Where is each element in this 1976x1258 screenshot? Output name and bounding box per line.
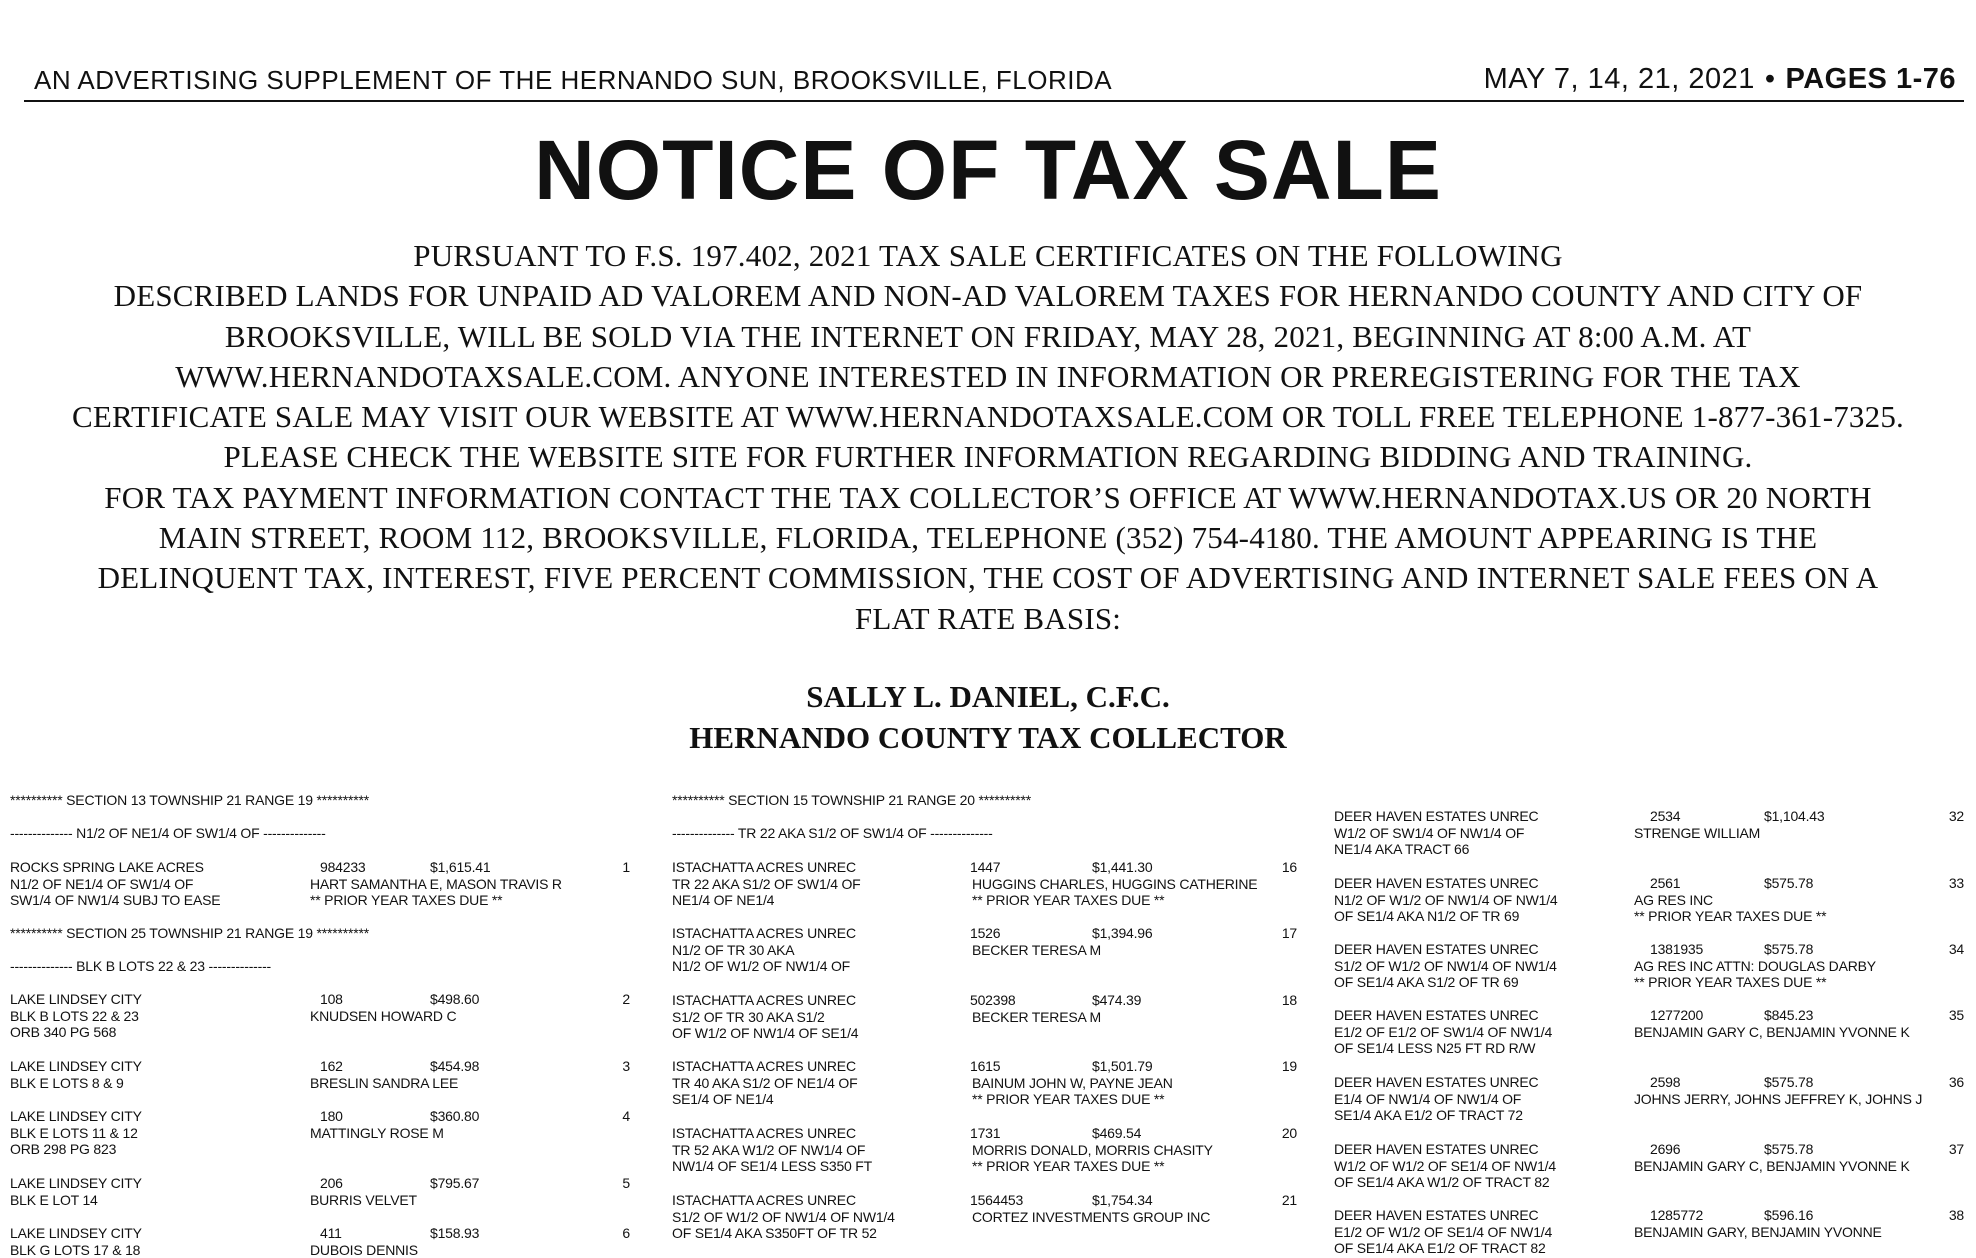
owner-info [1634,1024,1910,1041]
description-line: NE1/4 OF NE1/4 [672,892,775,909]
description-line: DEER HAVEN ESTATES UNREC [1334,1207,1539,1223]
parcel-description [672,859,861,909]
owner-name: AG RES INC ATTN: DOUGLAS DARBY [1634,957,1876,974]
description-line: LAKE LINDSEY CITY [10,1058,142,1074]
amount-due: $575.78 [1764,875,1814,891]
description-line: N1/2 OF NE1/4 OF SW1/4 OF [10,875,194,892]
certificate-number: 2561 [1650,875,1681,891]
certificate-number: 206 [320,1175,343,1191]
prior-taxes-note: ** PRIOR YEAR TAXES DUE ** [972,892,1165,909]
supplement-label: AN ADVERTISING SUPPLEMENT OF THE HERNANDO SUN, BROOKSVILLE, FLORIDA [34,65,1113,95]
notice-line: BROOKSVILLE, WILL BE SOLD VIA THE INTERNET ON FRIDAY, MAY 28, 2021, BEGINNING AT 8:00 A.M. AT [224,318,1752,354]
description-line: W1/2 OF SW1/4 OF NW1/4 OF [1334,824,1525,841]
parcel-description [672,1058,857,1108]
item-number: 3 [622,1058,630,1074]
subdivision-header: -------------- N1/2 OF NE1/4 OF SW1/4 OF -------------- [10,825,326,841]
description-line: SE1/4 AKA E1/2 OF TRACT 72 [1334,1107,1523,1124]
certificate-number: 162 [320,1058,343,1074]
description-line: DEER HAVEN ESTATES UNREC [1334,808,1539,824]
amount-due: $575.78 [1764,1141,1814,1157]
description-line: BLK E LOTS 8 & 9 [10,1074,124,1091]
owner-info [1634,1091,1922,1108]
description-line: S1/2 OF W1/2 OF NW1/4 OF NW1/4 [1334,957,1557,974]
amount-due: $1,754.34 [1092,1192,1153,1208]
certificate-number: 1615 [970,1058,1001,1074]
description-line: LAKE LINDSEY CITY [10,1108,142,1124]
parcel-description [1334,808,1538,858]
prior-taxes-note: ** PRIOR YEAR TAXES DUE ** [310,892,503,909]
item-number: 20 [1281,1125,1297,1141]
description-line: ORB 340 PG 568 [10,1024,117,1041]
notice-line: MAIN STREET, ROOM 112, BROOKSVILLE, FLORIDA, TELEPHONE (352) 754-4180. THE AMOUNT APPEARING IS THE [158,520,1818,556]
certificate-number: 1564453 [970,1192,1024,1208]
parcel-description [1334,941,1557,991]
description-line: W1/2 OF W1/2 OF SE1/4 OF NW1/4 [1334,1157,1556,1174]
prior-taxes-note: ** PRIOR YEAR TAXES DUE ** [1634,908,1827,925]
certificate-number: 1526 [970,925,1001,941]
description-line: N1/2 OF W1/2 OF NW1/4 OF [672,958,851,975]
issue-dates: MAY 7, 14, 21, 2021 [1483,63,1755,95]
parcel-description [10,1108,142,1158]
collector-name: SALLY L. DANIEL, C.F.C. [806,679,1170,714]
owner-name: BENJAMIN GARY, BENJAMIN YVONNE [1634,1223,1882,1240]
certificate-number: 502398 [970,992,1016,1008]
certificate-number: 2534 [1650,808,1681,824]
parcel-description [1334,1207,1552,1257]
owner-info [310,876,562,909]
certificate-number: 984233 [320,859,366,875]
description-line: E1/4 OF NW1/4 OF NW1/4 OF [1334,1090,1522,1107]
amount-due: $845.23 [1764,1007,1814,1023]
notice-line: PLEASE CHECK THE WEBSITE SITE FOR FURTHER INFORMATION REGARDING BIDDING AND TRAINING. [223,439,1753,475]
owner-name: BECKER TERESA M [972,1008,1102,1025]
amount-due: $454.98 [430,1058,480,1074]
certificate-number: 1381935 [1650,941,1704,957]
parcel-description [10,859,220,909]
description-line: ROCKS SPRING LAKE ACRES [10,859,204,875]
description-line: ISTACHATTA ACRES UNREC [672,1125,856,1141]
parcel-description [1334,875,1557,925]
owner-name: HUGGINS CHARLES, HUGGINS CATHERINE [972,875,1258,892]
owner-name: BURRIS VELVET [310,1191,417,1208]
description-line: E1/2 OF W1/2 OF SE1/4 OF NW1/4 [1334,1223,1553,1240]
owner-name: BRESLIN SANDRA LEE [310,1074,459,1091]
owner-info [310,1075,458,1092]
item-number: 2 [622,991,630,1007]
description-line: TR 52 AKA W1/2 OF NW1/4 OF [672,1141,866,1158]
amount-due: $158.93 [430,1225,480,1241]
notice-line: DELINQUENT TAX, INTEREST, FIVE PERCENT COMMISSION, THE COST OF ADVERTISING AND INTERNET SALE FEES ON A [97,560,1879,596]
description-line: ISTACHATTA ACRES UNREC [672,925,856,941]
subdivision-header: -------------- TR 22 AKA S1/2 OF SW1/4 OF -------------- [672,825,993,841]
item-number: 37 [1948,1141,1964,1157]
parcel-description [10,991,142,1041]
amount-due: $474.39 [1092,992,1142,1008]
item-number: 17 [1281,925,1297,941]
section-header: ********** SECTION 15 TOWNSHIP 21 RANGE 20 ********** [672,792,1032,808]
parcel-description [10,1058,142,1091]
parcel-description [1334,1074,1538,1124]
description-line: DEER HAVEN ESTATES UNREC [1334,875,1539,891]
description-line: OF SE1/4 AKA W1/2 OF TRACT 82 [1334,1174,1550,1191]
notice-line: FOR TAX PAYMENT INFORMATION CONTACT THE TAX COLLECTOR’S OFFICE AT WWW.HERNANDOTAX.US OR 20 NORTH [104,479,1872,515]
item-number: 33 [1948,875,1964,891]
description-line: NW1/4 OF SE1/4 LESS S350 FT [672,1158,873,1175]
parcel-description [672,925,856,975]
description-line: N1/2 OF W1/2 OF NW1/4 OF NW1/4 [1334,891,1558,908]
owner-name: JOHNS JERRY, JOHNS JEFFREY K, JOHNS J [1634,1090,1923,1107]
notice-line: WWW.HERNANDOTAXSALE.COM. ANYONE INTERESTED IN INFORMATION OR PREREGISTERING FOR THE TAX [175,358,1801,394]
listing-column-3 [1334,808,1966,1257]
item-number: 34 [1948,941,1964,957]
owner-info [310,1192,417,1209]
description-line: OF SE1/4 AKA S1/2 OF TR 69 [1334,974,1519,991]
listing-column-1 [10,792,640,1257]
description-line: ISTACHATTA ACRES UNREC [672,992,856,1008]
description-line: S1/2 OF TR 30 AKA S1/2 [672,1008,825,1025]
certificate-number: 1731 [970,1125,1001,1141]
description-line: DEER HAVEN ESTATES UNREC [1334,1141,1539,1157]
item-number: 35 [1948,1007,1964,1023]
description-line: ISTACHATTA ACRES UNREC [672,1192,856,1208]
amount-due: $360.80 [430,1108,480,1124]
amount-due: $596.16 [1764,1207,1814,1223]
amount-due: $469.54 [1092,1125,1142,1141]
description-line: LAKE LINDSEY CITY [10,991,142,1007]
certificate-number: 411 [320,1225,342,1241]
certificate-number: 1285772 [1650,1207,1704,1223]
description-line: LAKE LINDSEY CITY [10,1225,142,1241]
notice-line: FLAT RATE BASIS: [854,600,1122,636]
bullet-separator: • [1764,63,1776,95]
collector-office: HERNANDO COUNTY TAX COLLECTOR [689,720,1287,755]
prior-taxes-note: ** PRIOR YEAR TAXES DUE ** [972,1158,1165,1175]
amount-due: $575.78 [1764,941,1814,957]
description-line: TR 40 AKA S1/2 OF NE1/4 OF [672,1074,858,1091]
owner-info [972,1142,1213,1175]
description-line: OF SE1/4 LESS N25 FT RD R/W [1334,1040,1536,1057]
parcel-description [672,992,858,1042]
amount-due: $1,615.41 [430,859,491,875]
owner-info [1634,1224,1882,1241]
parcel-description [672,1192,895,1242]
owner-info [1634,1158,1910,1175]
item-number: 38 [1948,1207,1964,1223]
page-title: NOTICE OF TAX SALE [534,123,1442,217]
owner-info [1634,892,1826,925]
owner-info [310,1008,456,1025]
description-line: OF SE1/4 AKA E1/2 OF TRACT 82 [1334,1240,1546,1257]
description-line: S1/2 OF W1/2 OF NW1/4 OF NW1/4 [672,1208,895,1225]
amount-due: $1,441.30 [1092,859,1153,875]
owner-name: MATTINGLY ROSE M [310,1124,444,1141]
owner-info [972,942,1101,959]
certificate-number: 1447 [970,859,1001,875]
section-header: ********** SECTION 25 TOWNSHIP 21 RANGE 19 ********** [10,925,370,941]
description-line: OF SE1/4 AKA S350FT OF TR 52 [672,1225,877,1242]
owner-info [972,1009,1101,1026]
notice-body [40,236,1936,639]
issue-info [1484,63,1956,96]
amount-due: $498.60 [430,991,480,1007]
amount-due: $575.78 [1764,1074,1814,1090]
description-line: TR 22 AKA S1/2 OF SW1/4 OF [672,875,861,892]
owner-name: MORRIS DONALD, MORRIS CHASITY [972,1141,1213,1158]
owner-info [972,1075,1173,1108]
item-number: 5 [622,1175,630,1191]
description-line: OF W1/2 OF NW1/4 OF SE1/4 [672,1025,859,1042]
item-number: 6 [622,1225,630,1241]
item-number: 16 [1281,859,1297,875]
masthead-bar [24,62,1964,102]
item-number: 32 [1948,808,1964,824]
parcel-description [10,1175,142,1208]
notice-line: DESCRIBED LANDS FOR UNPAID AD VALOREM AND NON-AD VALOREM TAXES FOR HERNANDO COUNTY AND CITY OF [113,278,1863,314]
description-line: BLK E LOTS 11 & 12 [10,1124,138,1141]
owner-name: BECKER TERESA M [972,941,1102,958]
owner-name: BAINUM JOHN W, PAYNE JEAN [972,1074,1173,1091]
owner-info [972,1209,1210,1226]
owner-name: STRENGE WILLIAM [1634,824,1761,841]
certificate-number: 2696 [1650,1141,1681,1157]
section-header: ********** SECTION 13 TOWNSHIP 21 RANGE 19 ********** [10,792,370,808]
description-line: N1/2 OF TR 30 AKA [672,941,795,958]
description-line: BLK E LOT 14 [10,1191,98,1208]
parcel-description [1334,1007,1552,1057]
description-line: DEER HAVEN ESTATES UNREC [1334,1074,1539,1090]
item-number: 18 [1281,992,1297,1008]
certificate-number: 108 [320,991,343,1007]
description-line: OF SE1/4 AKA N1/2 OF TR 69 [1334,908,1520,925]
description-line: BLK B LOTS 22 & 23 [10,1007,139,1024]
item-number: 36 [1948,1074,1964,1090]
listing-column-2 [672,792,1312,1257]
item-number: 19 [1281,1058,1297,1074]
parcel-description [1334,1141,1556,1191]
description-line: LAKE LINDSEY CITY [10,1175,142,1191]
description-line: DEER HAVEN ESTATES UNREC [1334,1007,1539,1023]
owner-info [310,1242,418,1258]
owner-name: BENJAMIN GARY C, BENJAMIN YVONNE K [1634,1157,1910,1174]
description-line: ORB 298 PG 823 [10,1141,117,1158]
tax-collector-signature [0,676,1976,758]
description-line: ISTACHATTA ACRES UNREC [672,859,856,875]
amount-due: $1,394.96 [1092,925,1153,941]
owner-name: KNUDSEN HOWARD C [310,1007,457,1024]
item-number: 4 [622,1108,630,1124]
item-number: 21 [1281,1192,1297,1208]
description-line: NE1/4 AKA TRACT 66 [1334,841,1470,858]
owner-name: CORTEZ INVESTMENTS GROUP INC [972,1208,1211,1225]
certificate-number: 2598 [1650,1074,1681,1090]
description-line: DEER HAVEN ESTATES UNREC [1334,941,1539,957]
certificate-number: 1277200 [1650,1007,1704,1023]
description-line: ISTACHATTA ACRES UNREC [672,1058,856,1074]
owner-info [1634,825,1760,842]
amount-due: $795.67 [430,1175,480,1191]
amount-due: $1,501.79 [1092,1058,1153,1074]
description-line: BLK G LOTS 17 & 18 [10,1241,141,1258]
owner-info [972,876,1257,909]
owner-name: AG RES INC [1634,891,1713,908]
description-line: SW1/4 OF NW1/4 SUBJ TO EASE [10,892,221,909]
parcel-description [672,1125,872,1175]
certificate-number: 180 [320,1108,343,1124]
subdivision-header: -------------- BLK B LOTS 22 & 23 -------------- [10,958,272,974]
prior-taxes-note: ** PRIOR YEAR TAXES DUE ** [972,1091,1165,1108]
description-line: E1/2 OF E1/2 OF SW1/4 OF NW1/4 [1334,1023,1553,1040]
item-number: 1 [622,859,630,875]
amount-due: $1,104.43 [1764,808,1825,824]
owner-info [1634,958,1876,991]
notice-line: PURSUANT TO F.S. 197.402, 2021 TAX SALE CERTIFICATES ON THE FOLLOWING [413,238,1563,273]
owner-name: BENJAMIN GARY C, BENJAMIN YVONNE K [1634,1023,1910,1040]
page-range: PAGES 1-76 [1785,63,1956,95]
description-line: SE1/4 OF NE1/4 [672,1091,774,1108]
prior-taxes-note: ** PRIOR YEAR TAXES DUE ** [1634,974,1827,991]
parcel-description [10,1225,142,1258]
owner-name: HART SAMANTHA E, MASON TRAVIS R [310,875,562,892]
notice-line: CERTIFICATE SALE MAY VISIT OUR WEBSITE AT WWW.HERNANDOTAXSALE.COM OR TOLL FREE TELEPHONE 1-877-361-7325. [72,399,1904,435]
owner-info [310,1125,444,1142]
owner-name: DUBOIS DENNIS [310,1241,418,1258]
